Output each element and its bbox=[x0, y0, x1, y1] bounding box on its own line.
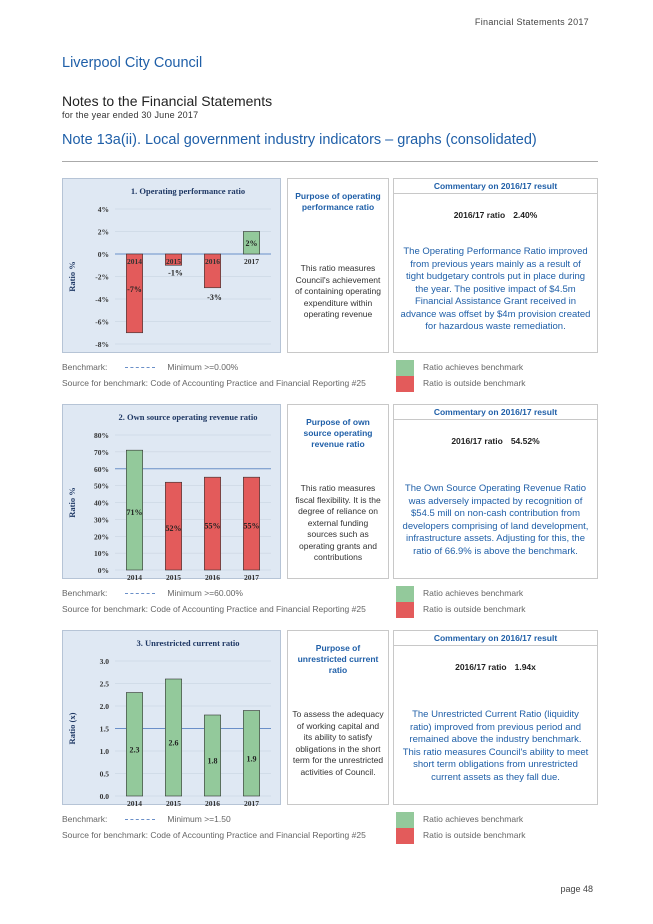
y-tick-label: 0% bbox=[97, 566, 109, 575]
ratio-label: 2016/17 ratio bbox=[451, 436, 503, 446]
data-label: 2.3 bbox=[129, 745, 140, 755]
benchmark-line-sample bbox=[125, 593, 155, 594]
benchmark-label: Benchmark: bbox=[62, 814, 108, 824]
legend-outside-swatch bbox=[396, 376, 414, 392]
note-title: Note 13a(ii). Local government industry indicators – graphs (consolidated) bbox=[62, 132, 537, 148]
benchmark-text: Minimum >=60.00% bbox=[167, 588, 243, 598]
legend-outside-swatch bbox=[396, 828, 414, 844]
purpose-box bbox=[287, 630, 389, 805]
x-tick-label: 2017 bbox=[244, 799, 259, 806]
ratio-label: 2016/17 ratio bbox=[455, 662, 507, 672]
purpose-text: This ratio measures Council's achievement of containing operating expenditure within operating revenue bbox=[294, 263, 381, 319]
purpose-title: Purpose of unrestricted current ratio bbox=[297, 643, 379, 675]
y-tick-label: 0.5 bbox=[99, 769, 109, 779]
y-tick-label: 0.0 bbox=[99, 792, 109, 801]
legend-achieves: Ratio achieves benchmark bbox=[423, 362, 524, 372]
ratio-value: 1.94x bbox=[514, 662, 536, 672]
x-tick-label: 2014 bbox=[127, 573, 142, 580]
y-tick-label: 10% bbox=[94, 549, 109, 559]
chart-unrestricted-current bbox=[62, 630, 281, 805]
commentary-head: Commentary on 2016/17 result bbox=[394, 631, 597, 646]
x-tick-label: 2014 bbox=[127, 799, 142, 806]
benchmark-row bbox=[62, 588, 243, 598]
y-axis-label: Ratio % bbox=[67, 261, 77, 292]
legend-achieves-swatch bbox=[396, 812, 414, 828]
commentary-head: Commentary on 2016/17 result bbox=[394, 405, 597, 420]
purpose-title: Purpose of own source operating revenue ratio bbox=[303, 417, 373, 449]
y-tick-label: 20% bbox=[94, 532, 109, 542]
page-number: page 48 bbox=[560, 884, 593, 894]
benchmark-text: Minimum >=1.50 bbox=[167, 814, 231, 824]
legend-outside: Ratio is outside benchmark bbox=[423, 830, 526, 840]
data-label: 1.8 bbox=[207, 756, 218, 766]
y-tick-label: -6% bbox=[95, 317, 109, 327]
legend-achieves: Ratio achieves benchmark bbox=[423, 588, 524, 598]
ratio-value: 54.52% bbox=[510, 436, 540, 446]
x-tick-label: 2017 bbox=[244, 257, 259, 266]
divider bbox=[62, 161, 598, 162]
data-label: 2% bbox=[245, 238, 258, 248]
purpose-box bbox=[287, 178, 389, 353]
y-tick-label: 70% bbox=[94, 447, 109, 457]
legend-achieves-swatch bbox=[396, 360, 414, 376]
chart-title: 2. Own source operating revenue ratio bbox=[118, 412, 258, 422]
x-tick-label: 2016 bbox=[205, 257, 220, 266]
benchmark-source: Source for benchmark: Code of Accounting Practice and Financial Reporting #25 bbox=[62, 604, 366, 614]
benchmark-text: Minimum >=0.00% bbox=[167, 362, 239, 372]
y-tick-label: -8% bbox=[95, 340, 109, 349]
ratio-line bbox=[394, 436, 597, 446]
legend-achieves: Ratio achieves benchmark bbox=[423, 814, 524, 824]
purpose-box bbox=[287, 404, 389, 579]
data-label: -1% bbox=[168, 268, 183, 278]
benchmark-row bbox=[62, 814, 231, 824]
ratio-line bbox=[394, 210, 597, 220]
commentary-box bbox=[393, 630, 598, 805]
bar-2015 bbox=[165, 679, 181, 796]
y-axis-label: Ratio % bbox=[67, 487, 77, 518]
benchmark-line-sample bbox=[125, 367, 155, 368]
x-tick-label: 2015 bbox=[166, 573, 181, 580]
commentary-text: The Operating Performance Ratio improved from previous years mainly as a result of tight budgetary controls put in place during the year. The positive impact of $4.5m Financial Assistance Grant received in advance was offset by $4m provision created for hazardous waste remediation. bbox=[400, 246, 591, 332]
data-label: 55% bbox=[204, 521, 221, 531]
section-own-source-revenue bbox=[62, 404, 598, 619]
notes-title: Notes to the Financial Statements bbox=[62, 93, 273, 109]
data-label: 55% bbox=[243, 521, 260, 531]
y-tick-label: 2% bbox=[97, 227, 109, 237]
legend-outside: Ratio is outside benchmark bbox=[423, 604, 526, 614]
y-tick-label: -4% bbox=[95, 295, 109, 304]
chart-svg-unrestricted-current bbox=[63, 631, 282, 806]
legend-achieves-swatch bbox=[396, 586, 414, 602]
benchmark-source: Source for benchmark: Code of Accounting Practice and Financial Reporting #25 bbox=[62, 378, 366, 388]
data-label: 1.9 bbox=[246, 754, 257, 764]
ratio-value: 2.40% bbox=[513, 210, 538, 220]
data-label: -7% bbox=[127, 285, 142, 294]
x-tick-label: 2017 bbox=[244, 573, 259, 580]
chart-title: 3. Unrestricted current ratio bbox=[136, 638, 240, 648]
council-name: Liverpool City Council bbox=[62, 55, 203, 71]
data-label: -3% bbox=[207, 292, 222, 302]
y-tick-label: 2.0 bbox=[99, 702, 109, 711]
commentary-box bbox=[393, 178, 598, 353]
y-tick-label: 80% bbox=[94, 431, 109, 440]
benchmark-label: Benchmark: bbox=[62, 588, 108, 598]
x-tick-label: 2015 bbox=[166, 257, 181, 266]
benchmark-label: Benchmark: bbox=[62, 362, 108, 372]
ratio-line bbox=[394, 662, 597, 672]
bar-2014 bbox=[126, 693, 142, 797]
y-tick-label: 1.5 bbox=[99, 724, 109, 734]
section-operating-performance bbox=[62, 178, 598, 393]
bar-2016 bbox=[204, 715, 220, 796]
benchmark-source: Source for benchmark: Code of Accounting Practice and Financial Reporting #25 bbox=[62, 830, 366, 840]
chart-operating-performance bbox=[62, 178, 281, 353]
y-tick-label: 4% bbox=[97, 205, 109, 214]
y-tick-label: 60% bbox=[94, 464, 109, 474]
section-unrestricted-current bbox=[62, 630, 598, 845]
data-label: 71% bbox=[126, 508, 143, 518]
commentary-head: Commentary on 2016/17 result bbox=[394, 179, 597, 194]
x-tick-label: 2016 bbox=[205, 573, 220, 580]
bar-2017 bbox=[243, 711, 259, 797]
data-label: 2.6 bbox=[168, 738, 179, 748]
y-tick-label: 30% bbox=[94, 515, 109, 525]
x-tick-label: 2014 bbox=[127, 257, 142, 266]
purpose-text: This ratio measures fiscal flexibility. It is the degree of reliance on external funding sources such as operating grants and contributions bbox=[295, 483, 381, 562]
x-tick-label: 2016 bbox=[205, 799, 220, 806]
y-tick-label: 3.0 bbox=[99, 657, 109, 666]
y-axis-label: Ratio (x) bbox=[67, 712, 77, 745]
benchmark-line-sample bbox=[125, 819, 155, 820]
data-label: 52% bbox=[165, 524, 182, 534]
chart-svg-operating-performance bbox=[63, 179, 282, 354]
report-header: Financial Statements 2017 bbox=[474, 17, 589, 27]
purpose-title: Purpose of operating performance ratio bbox=[295, 191, 381, 212]
commentary-text: The Own Source Operating Revenue Ratio was adversely impacted by recognition of $54.5 mill on non-cash contribution from developers comprising of land development, infrastructure assets. Adjusting for this, the ratio of 66.9% is above the benchmark. bbox=[402, 483, 589, 557]
y-tick-label: -2% bbox=[95, 272, 109, 282]
y-tick-label: 50% bbox=[94, 481, 109, 491]
purpose-text: To assess the adequacy of working capital and its ability to satisfy obligations in the short term for the unrestricted activities of Council. bbox=[292, 709, 384, 777]
notes-subtitle: for the year ended 30 June 2017 bbox=[62, 110, 199, 120]
y-tick-label: 40% bbox=[94, 498, 109, 508]
ratio-label: 2016/17 ratio bbox=[453, 210, 506, 220]
commentary-box bbox=[393, 404, 598, 579]
commentary-text: The Unrestricted Current Ratio (liquidity ratio) improved from previous period and remained above the industry benchmark. This ratio measures Council's ability to meet short term obligations from unrestricted current assets as they fall due. bbox=[402, 709, 589, 783]
legend-outside: Ratio is outside benchmark bbox=[423, 378, 526, 388]
y-tick-label: 0% bbox=[97, 250, 109, 259]
benchmark-row bbox=[62, 362, 238, 372]
chart-svg-own-source-revenue bbox=[63, 405, 282, 580]
y-tick-label: 2.5 bbox=[99, 679, 109, 689]
y-tick-label: 1.0 bbox=[99, 747, 109, 756]
legend-outside-swatch bbox=[396, 602, 414, 618]
chart-title: 1. Operating performance ratio bbox=[130, 186, 246, 196]
x-tick-label: 2015 bbox=[166, 799, 181, 806]
chart-own-source-revenue bbox=[62, 404, 281, 579]
